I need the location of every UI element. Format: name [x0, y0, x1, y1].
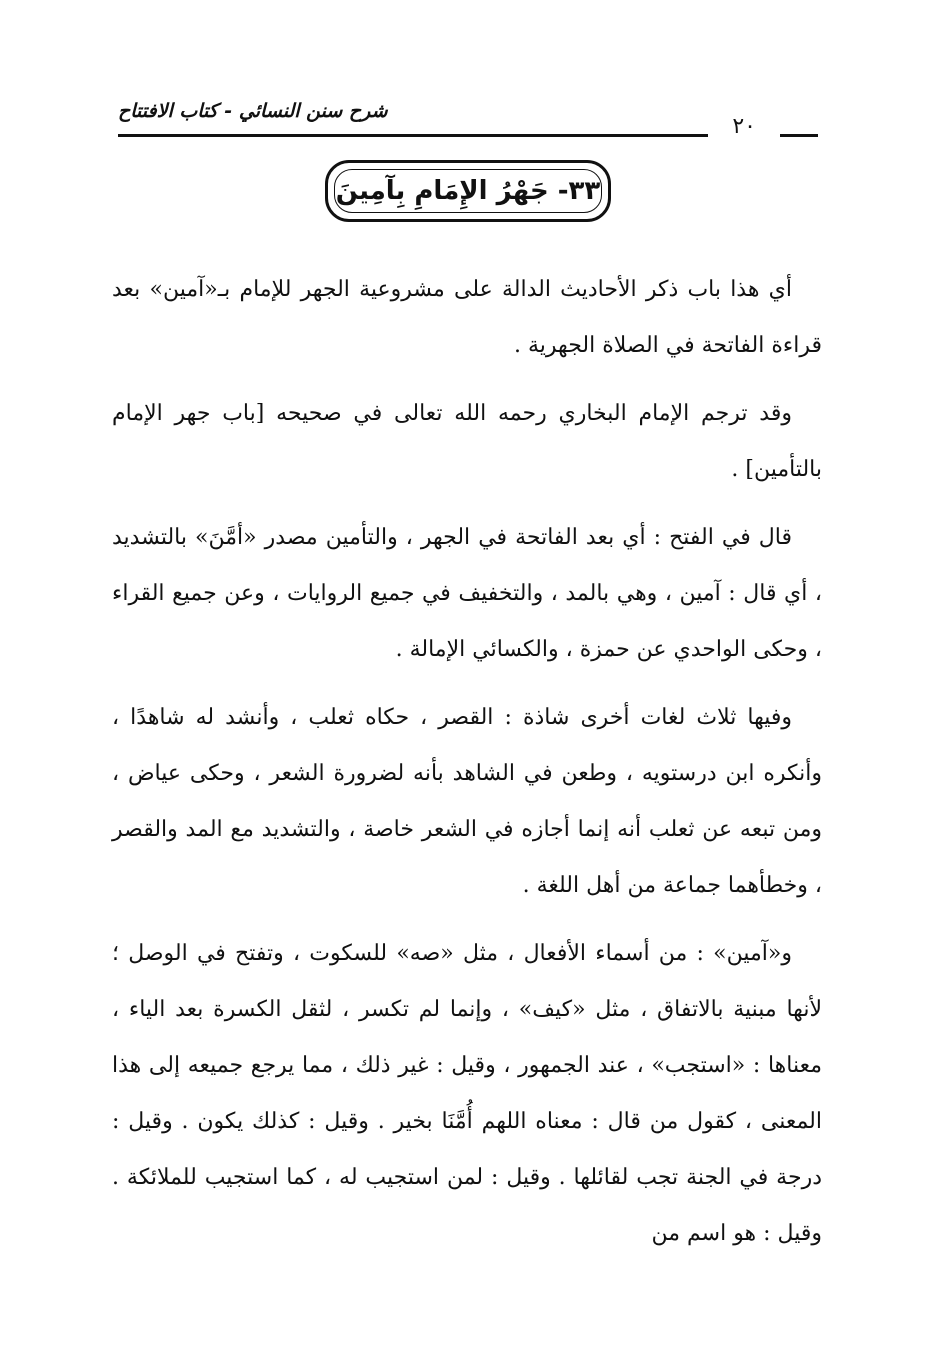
book-title: شرح سنن النسائي - كتاب الافتتاح [118, 100, 388, 122]
chapter-heading-frame [325, 160, 611, 222]
header-rule [118, 134, 708, 137]
running-header [118, 100, 818, 148]
paragraph: وفيها ثلاث لغات أخرى شاذة : القصر ، حكاه ثعلب ، وأنشد له شاهدًا ، وأنكره ابن درستويه ، وطعن في الشاهد بأنه لضرورة الشعر ، وحكى عياض ، ومن تبعه عن ثعلب أنه إنما أجازه في الشعر خاصة ، والتشديد مع المد والقصر ، وخطأهما جماعة من أهل اللغة . [112, 705, 822, 898]
paragraph: أي هذا باب ذكر الأحاديث الدالة على مشروعية الجهر للإمام بـ«آمين» بعد قراءة الفاتحة في الصلاة الجهرية . [112, 277, 822, 358]
page-number-rule [780, 134, 818, 137]
paragraph: قال في الفتح : أي بعد الفاتحة في الجهر ، والتأمين مصدر «أمَّنَ» بالتشديد ، أي قال : آمين ، وهي بالمد ، والتخفيف في جميع الروايات ، وعن جميع القراء ، وحكى الواحدي عن حمزة ، والكسائي الإمالة . [112, 525, 822, 662]
chapter-title: ٣٣- جَهْرُ الإِمَامِ بِآمِينَ [335, 176, 601, 206]
paragraph: وقد ترجم الإمام البخاري رحمه الله تعالى في صحيحه [باب جهر الإمام بالتأمين] . [112, 401, 822, 482]
body-text [112, 262, 822, 1262]
paragraph: و«آمين» : من أسماء الأفعال ، مثل «صه» للسكوت ، وتفتح في الوصل ؛ لأنها مبنية بالاتفاق ، مثل «كيف» ، وإنما لم تكسر ، لثقل الكسرة بعد الياء ، معناها : «استجب» ، عند الجمهور ، وقيل : غير ذلك ، مما يرجع جميعه إلى هذا المعنى ، كقول من قال : معناه اللهم أُمَّنَا بخير . وقيل : كذلك يكون . وقيل : درجة في الجنة تجب لقائلها . وقيل : لمن استجيب له ، كما استجيب للملائكة . وقيل : هو اسم من [112, 941, 822, 1246]
page-number: ٢٠ [732, 114, 756, 139]
